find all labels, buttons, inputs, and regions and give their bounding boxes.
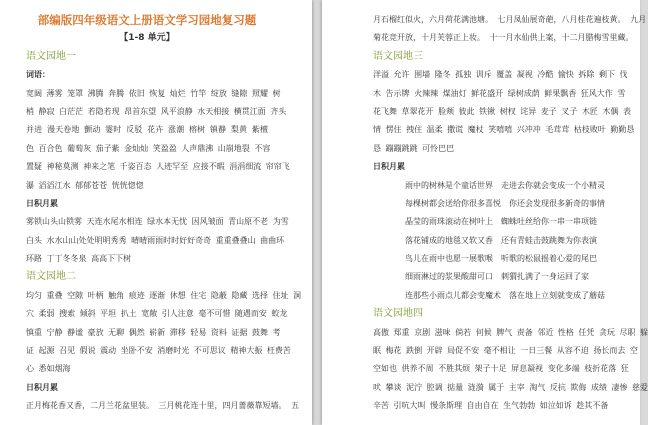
vocabulary-line: 雾锁山头山锁雾 天连水尾水相连 绿水本无忧 因风皱面 青山原不老 为雪: [26, 217, 289, 227]
vocabulary-line: 瀑 滔滔江水 郁郁苍苍 恍恍惚惚: [26, 180, 144, 190]
poem-line: 晶莹的雨珠滚动在树叶上 蜘蛛吐丝给你一串一串项链: [405, 217, 597, 227]
section-heading: 语文园地四: [373, 308, 423, 320]
document-page-right: [322, 0, 648, 425]
vocabulary-line: 情 愣住 拽住 温柔 撒谎 魔杖 笑嘻嘻 兴冲冲 毛茸茸 枯枝败叶 勤勤恳: [373, 125, 635, 135]
vocabulary-line: 白头 水水山山处处明明秀秀 晴晴雨雨时时好好奇奇 重重叠叠山 曲曲环: [26, 235, 285, 245]
vocabulary-line: 环路 丁丁冬冬泉 高高下下树: [26, 254, 132, 264]
page-content: [26, 11, 302, 416]
vocabulary-line: 均匀 重叠 空隙 叶柄 触角 痕迹 逐渐 休想 住宅 隐蔽 隐藏 选择 住址 洞: [26, 290, 302, 300]
poem-line: 细雨淋过的浆果酸甜可口 刺猬扎满了一身运回了家: [405, 272, 589, 282]
vocabulary-line: 眠 梅花 跌倒 开辟 局促不安 毫不相让 一日三餐 从容不迫 扬长而去 空: [373, 346, 638, 356]
poem-line: 每棵树都会送给你很多喜悦 你还会发现很多新奇的事情: [405, 198, 605, 208]
section-heading: 语文园地一: [26, 50, 76, 62]
vocabulary-line: 菊花竞开放，十月芙蓉正上妆。 十一月水仙供上案，十二月腊梅雪里藏。: [373, 33, 634, 43]
vocabulary-line: 并进 漫天卷地 颤动 霎时 反驳 花卉 涨潮 榕树 镇静 梨黄 紫檀: [26, 125, 268, 135]
subsection-label: 日积月累: [26, 382, 58, 392]
vocabulary-line: 色 百合色 葡萄灰 茄子紫 金灿灿 笑盈盈 人声鼎沸 山崩地裂 不容: [26, 143, 271, 153]
vocabulary-line: 置疑 神秘莫测 神来之笔 千姿百态 人迹罕至 应接不暇 涓涓细流 帘帘飞: [26, 162, 290, 172]
document-title: 部编版四年级语文上册语文学习园地复习题: [37, 13, 257, 27]
vocabulary-line: 证 起源 召见 假说 震动 坐卧不安 消磨时光 不可思议 精神大振 枉费苦: [26, 346, 291, 356]
vocabulary-line: 梢 静寂 白茫茫 若隐若现 昂首东望 风平浪静 水天相接 横贯江面 齐头: [26, 106, 287, 116]
vocabulary-line: 空如也 供养不周 不胜其烦 架子十足 屏息凝视 变化多端 枝折花落 狂: [373, 364, 629, 374]
poem-line: 雨中的树林是个童话世界 走进去你就会变成一个小精灵: [405, 180, 605, 190]
vocabulary-line: 慎重 宁静 静谧 豪放 无聊 偶然 崭新 滞移 轻易 资料 证据 鼓舞 考: [26, 327, 281, 337]
vocabulary-line: 洋溢 允许 围墙 隆冬 孤独 训斥 覆盖 凝视 冷酷 愉快 拆除 剩下 伐: [373, 70, 628, 80]
subsection-label: 日积月累: [26, 198, 58, 208]
page-content: [373, 11, 648, 416]
document-page-left: [0, 0, 312, 425]
subsection-label: 词语：: [26, 70, 50, 80]
section-heading: 语文园地三: [373, 50, 423, 62]
vocabulary-line: 高傲 郑重 京剧 滋味 倘若 何候 脾气 责备 邻近 性格 任凭 贪玩 尽职 躲: [373, 327, 648, 337]
section-heading: 语文园地二: [26, 271, 76, 283]
vocabulary-line: 花飞舞 草翠花开 脸颊 彼此 铁锹 树杈 诧异 麦子 叉子 木匠 木偶 表: [373, 106, 631, 116]
vocabulary-line: 正月梅花香又香，二月兰花盆里装。 三月桃花连十里，四月蔷薇靠短墙。 五: [26, 401, 300, 411]
vocabulary-line: 辛苦 引吭大叫 慢条斯理 自由自在 生气勃勃 如泣如诉 趁其不备: [373, 401, 609, 411]
vocabulary-line: 恳 蹦蹦跳跳 可怜巴巴: [373, 143, 455, 153]
poem-line: 鸟儿在雨中也愿一展歌喉 听歌的松鼠摇着心爱的尾巴: [405, 254, 597, 264]
document-subtitle: 【1-8 单元】: [119, 33, 175, 44]
vocabulary-line: 吠 攀谈 泥泞 腔调 掂量 涟漪 属于 主宰 淘气 反抗 欺侮 成绩 凄惨 慈爱: [373, 382, 648, 392]
vocabulary-line: 月石榴红似火，六月荷花满池塘。 七月凤仙展奇葩，八月桂花遍枝黄。 九月: [373, 15, 647, 24]
vocabulary-line: 木 告示牌 火辣辣 煤油灯 鲜花盛开 绿树成荫 鲜果飘香 狂风大作 雪: [373, 88, 626, 98]
poem-line: 连那些小雨点儿都会变魔术 落在地上立刻就变成了蘑菇: [405, 290, 605, 300]
vocabulary-line: 宽阔 薄雾 笼罩 沸腾 奔腾 依旧 恢复 灿烂 竹竿 绽放 缝隙 照耀 树: [26, 88, 281, 98]
vocabulary-line: 心 悉如烟海: [26, 364, 71, 374]
vocabulary-line: 穴 柔弱 搜索 倾斜 平坦 扒土 宽敞 引人注意 毫不可惜 随遇而安 蛟龙: [26, 309, 288, 319]
poem-line: 落花铺成的地毯又软又香 还有青蛙击鼓跳舞为你表演: [405, 235, 597, 245]
subsection-label: 日积月累: [373, 162, 405, 172]
